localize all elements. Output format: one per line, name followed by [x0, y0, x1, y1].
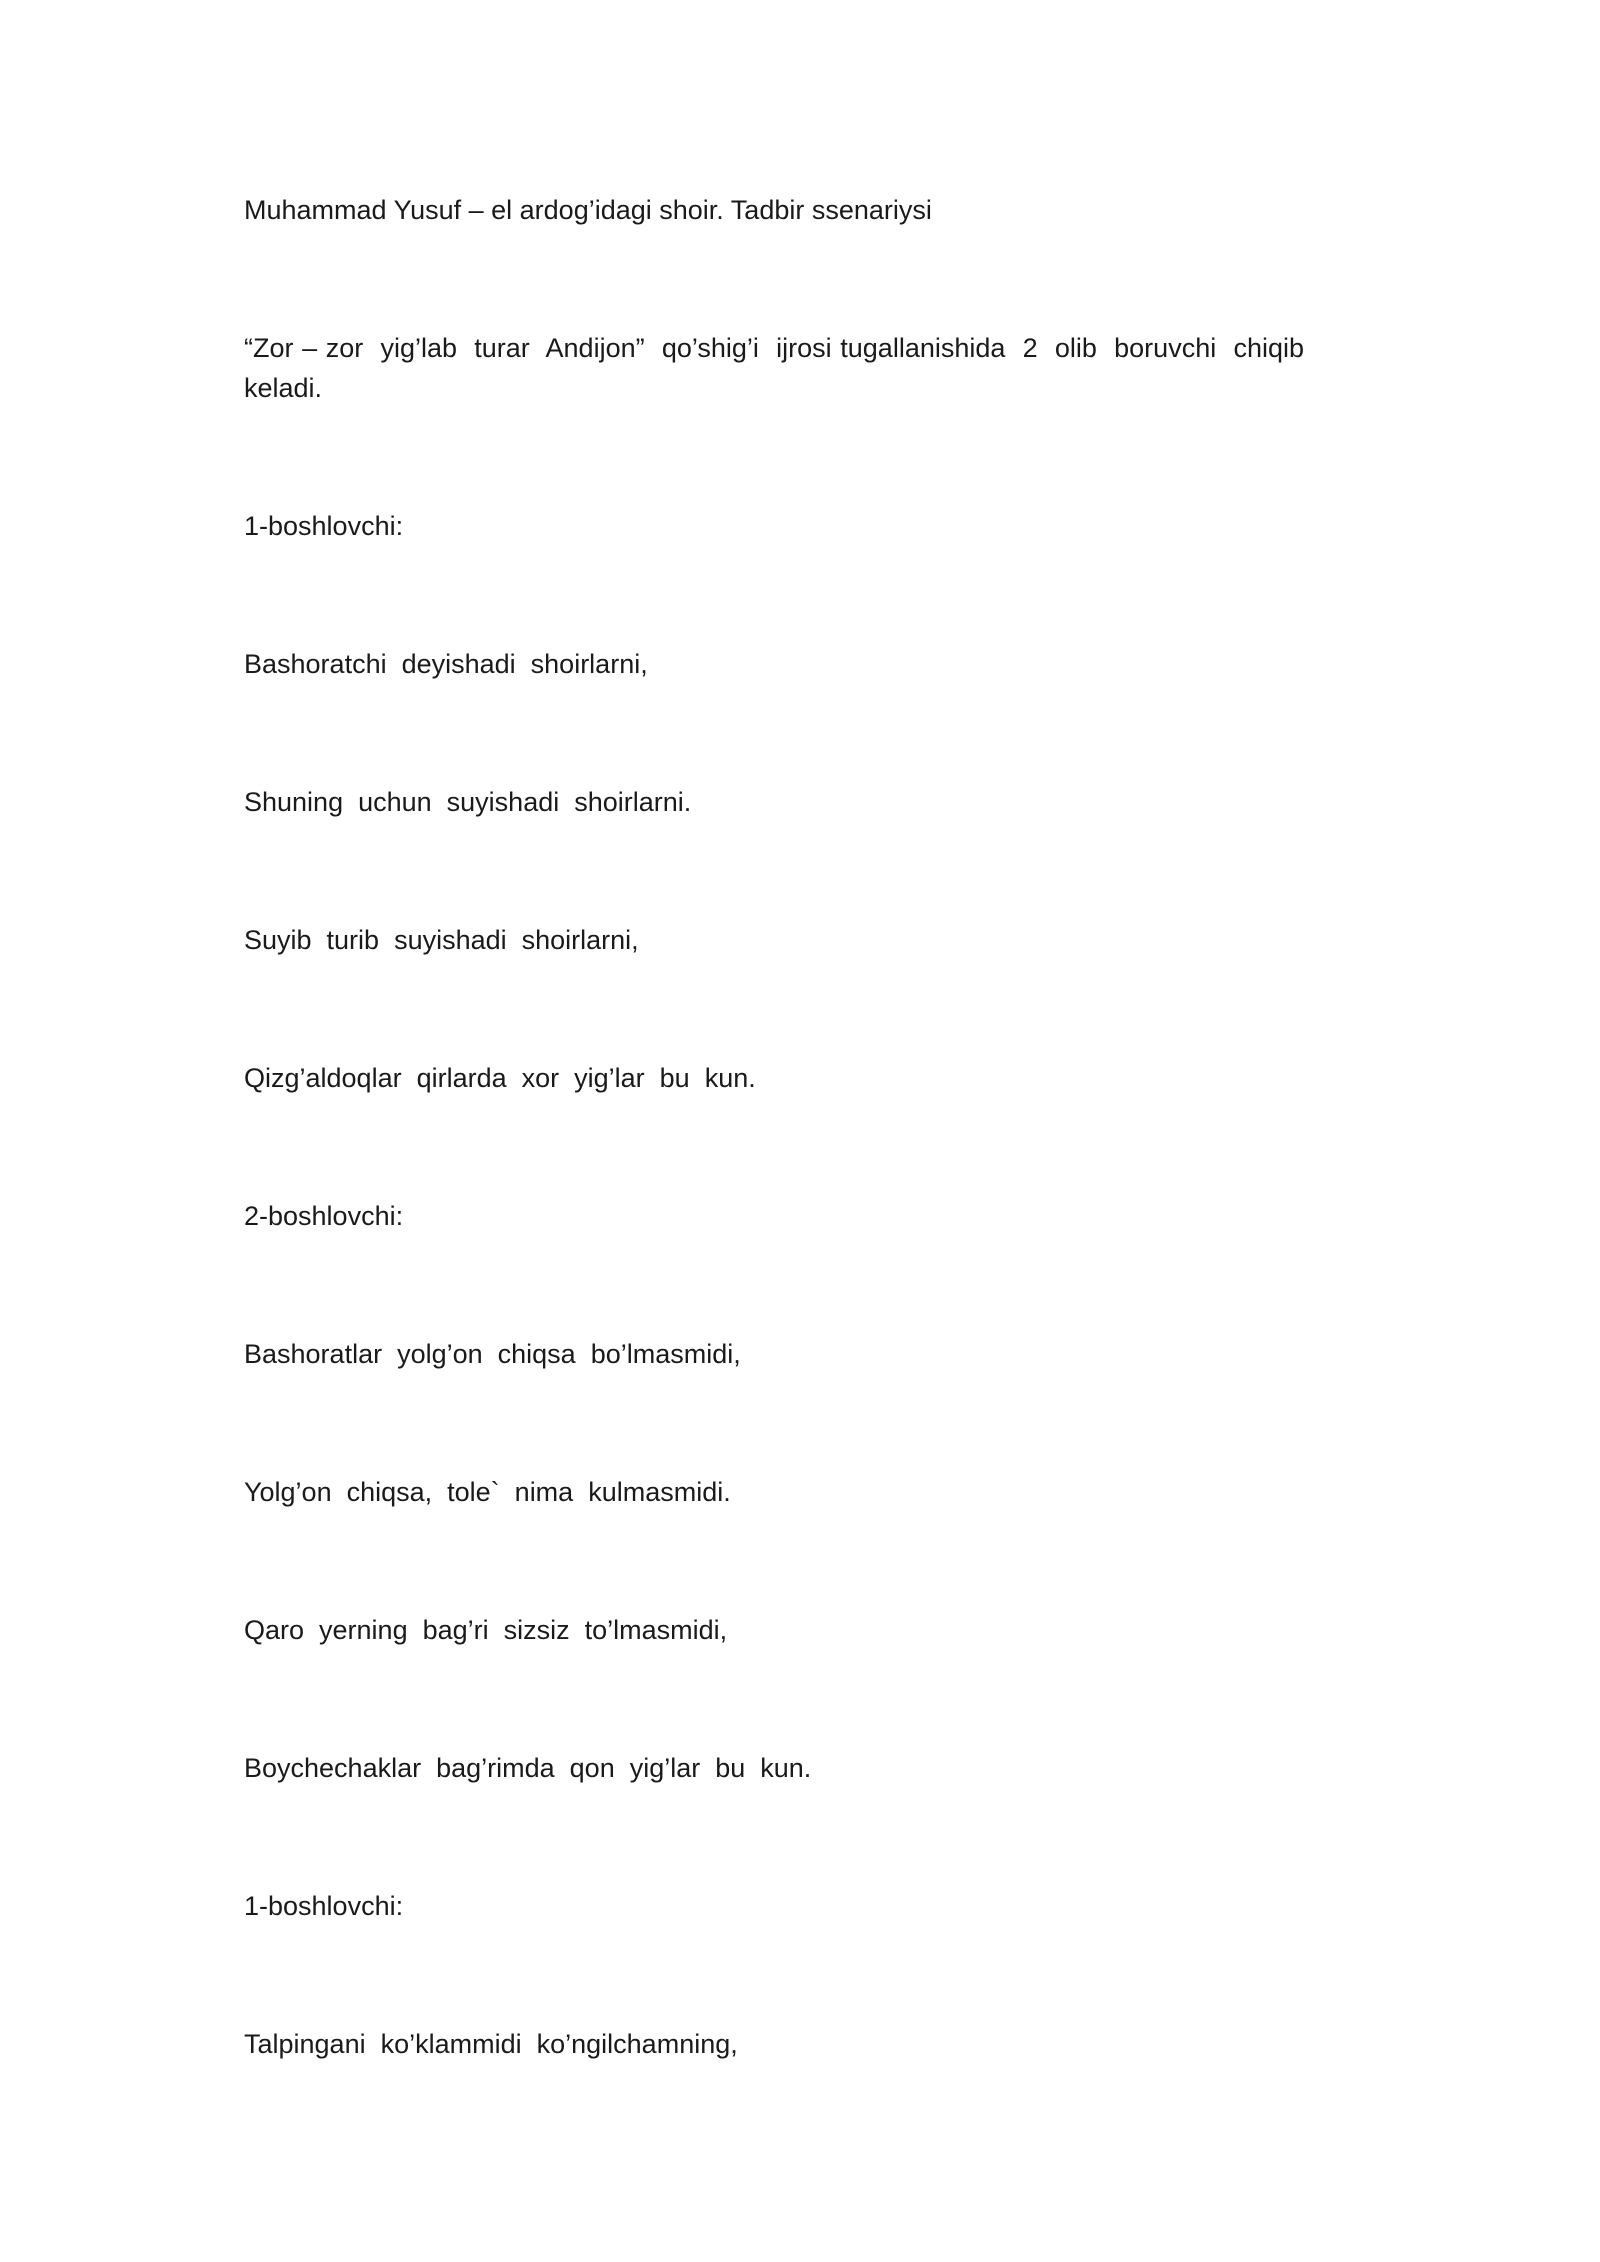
- text-line: Qaro yerning bag’ri sizsiz to’lmasmidi,: [244, 1615, 728, 1645]
- text-line: 1-boshlovchi:: [244, 511, 404, 541]
- text-line: Qizg’aldoqlar qirlarda xor yig’lar bu kun.: [244, 1063, 756, 1093]
- text-line: Yolg’on chiqsa, tole` nima kulmasmidi.: [244, 1477, 731, 1507]
- text-line: Suyib turib suyishadi shoirlarni,: [244, 925, 639, 955]
- document-body: [244, 190, 1320, 2162]
- text-line: Boychechaklar bag’rimda qon yig’lar bu kun.: [244, 1753, 812, 1783]
- text-line: Talpingani ko’klammidi ko’ngilchamning,: [244, 2029, 738, 2059]
- text-line: Shuning uchun suyishadi shoirlarni.: [244, 787, 692, 817]
- text-line: Bashoratlar yolg’on chiqsa bo’lmasmidi,: [244, 1339, 741, 1369]
- intro-paragraph: “Zor – zor yig’lab turar Andijon” qo’shig’i ijrosi tugallanishida 2 olib boruvchi chiqib keladi.: [244, 333, 1320, 403]
- document-title: Muhammad Yusuf – el ardog’idagi shoir. Tadbir ssenariysi: [244, 195, 932, 225]
- text-line: 2-boshlovchi:: [244, 1201, 404, 1231]
- text-line: 1-boshlovchi:: [244, 1891, 404, 1921]
- text-line: Bashoratchi deyishadi shoirlarni,: [244, 649, 648, 679]
